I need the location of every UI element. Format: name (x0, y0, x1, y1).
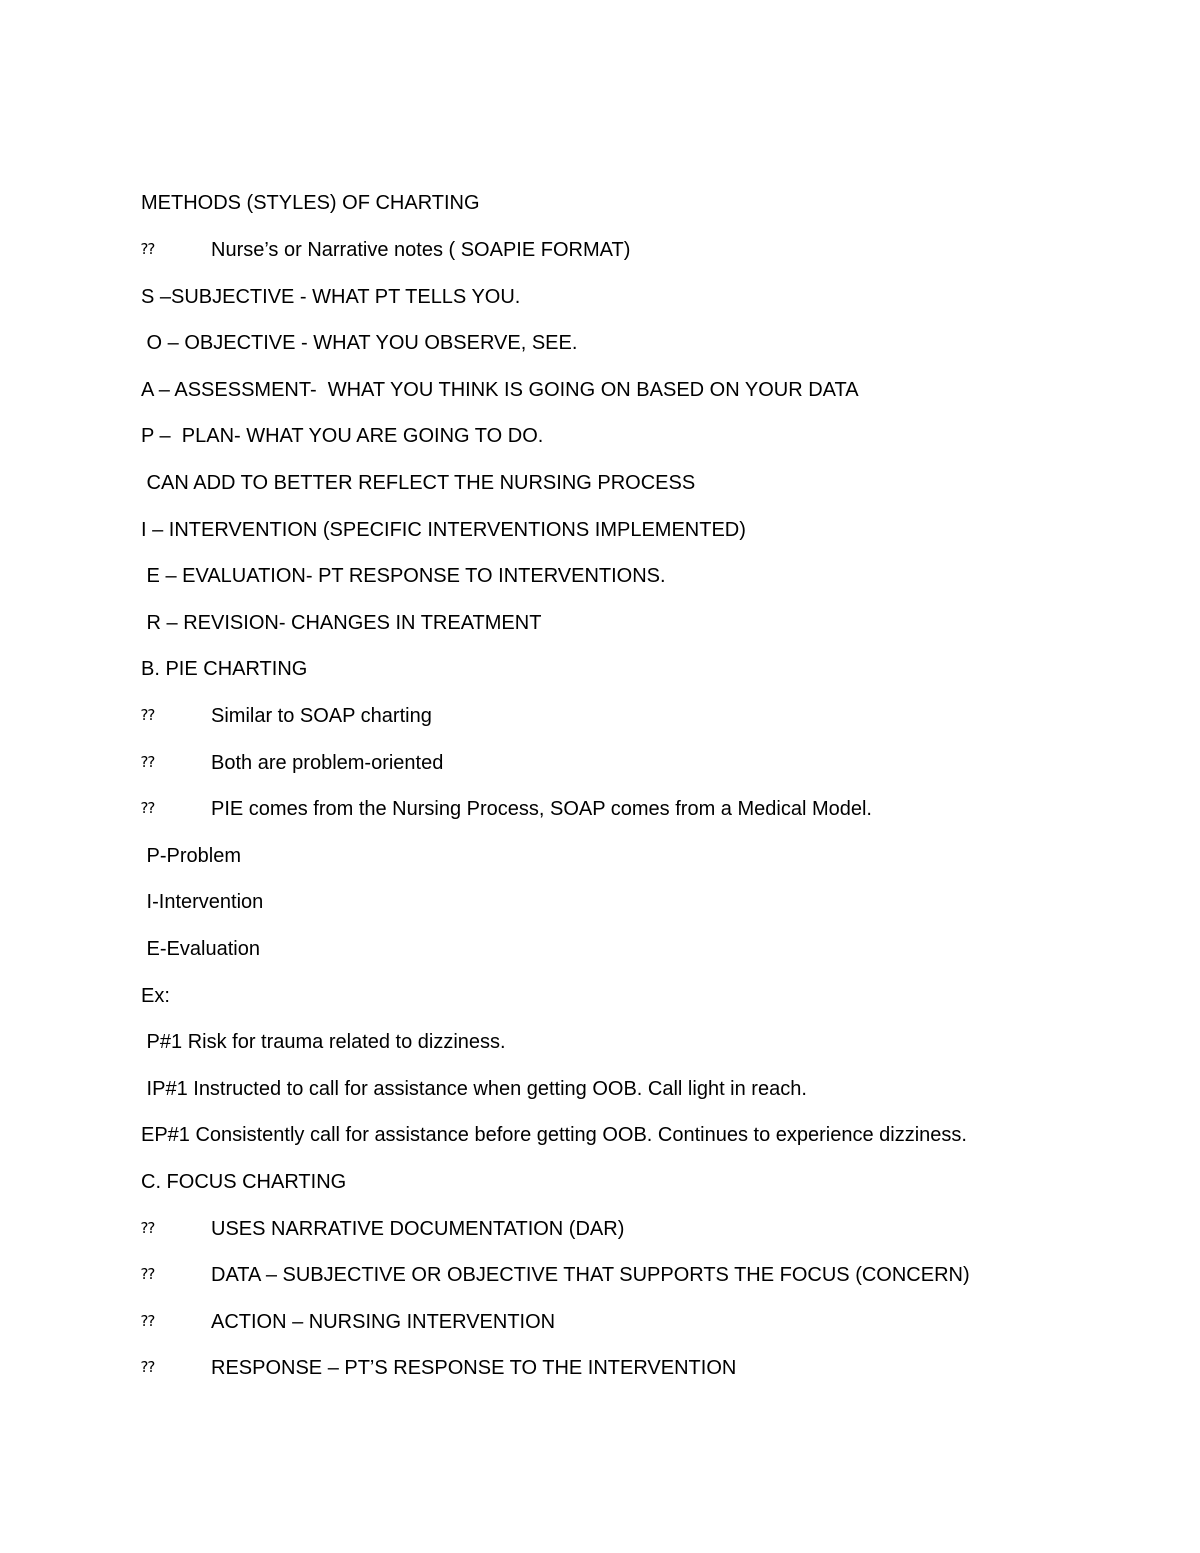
bullet-text: RESPONSE – PT’S RESPONSE TO THE INTERVENTION (211, 1357, 737, 1379)
bullet-marker: ⁇ (141, 1220, 155, 1237)
text-line: I-Intervention (141, 891, 264, 913)
text-line: B. PIE CHARTING (141, 658, 308, 680)
text-line: E – EVALUATION- PT RESPONSE TO INTERVENTIONS. (141, 565, 666, 587)
bullet-text: ACTION – NURSING INTERVENTION (211, 1311, 556, 1333)
text-line: A – ASSESSMENT- WHAT YOU THINK IS GOING ON BASED ON YOUR DATA (141, 379, 859, 401)
bullet-marker: ⁇ (141, 707, 155, 724)
text-line: I – INTERVENTION (SPECIFIC INTERVENTIONS IMPLEMENTED) (141, 519, 746, 541)
text-line: P#1 Risk for trauma related to dizziness. (141, 1031, 506, 1053)
text-line: IP#1 Instructed to call for assistance when getting OOB. Call light in reach. (141, 1078, 807, 1100)
bullet-text: Both are problem-oriented (211, 752, 444, 774)
bullet-text: USES NARRATIVE DOCUMENTATION (DAR) (211, 1218, 625, 1240)
text-line: P – PLAN- WHAT YOU ARE GOING TO DO. (141, 425, 544, 447)
bullet-marker: ⁇ (141, 754, 155, 771)
text-line: CAN ADD TO BETTER REFLECT THE NURSING PROCESS (141, 472, 696, 494)
document-title: METHODS (STYLES) OF CHARTING (141, 192, 480, 214)
bullet-marker: ⁇ (141, 800, 155, 817)
text-line: C. FOCUS CHARTING (141, 1171, 347, 1193)
text-line: S –SUBJECTIVE - WHAT PT TELLS YOU. (141, 286, 521, 308)
bullet-text: Nurse’s or Narrative notes ( SOAPIE FORMAT) (211, 239, 631, 261)
text-line: E-Evaluation (141, 938, 260, 960)
text-line: Ex: (141, 985, 170, 1007)
bullet-text: DATA – SUBJECTIVE OR OBJECTIVE THAT SUPPORTS THE FOCUS (CONCERN) (211, 1264, 970, 1286)
text-line: O – OBJECTIVE - WHAT YOU OBSERVE, SEE. (141, 332, 578, 354)
bullet-text: PIE comes from the Nursing Process, SOAP comes from a Medical Model. (211, 798, 872, 820)
bullet-marker: ⁇ (141, 1359, 155, 1376)
bullet-text: Similar to SOAP charting (211, 705, 432, 727)
text-line: EP#1 Consistently call for assistance before getting OOB. Continues to experience dizziness. (141, 1124, 967, 1146)
text-line: P-Problem (141, 845, 242, 867)
text-line: R – REVISION- CHANGES IN TREATMENT (141, 612, 542, 634)
bullet-marker: ⁇ (141, 1266, 155, 1283)
bullet-marker: ⁇ (141, 241, 155, 258)
bullet-marker: ⁇ (141, 1313, 155, 1330)
